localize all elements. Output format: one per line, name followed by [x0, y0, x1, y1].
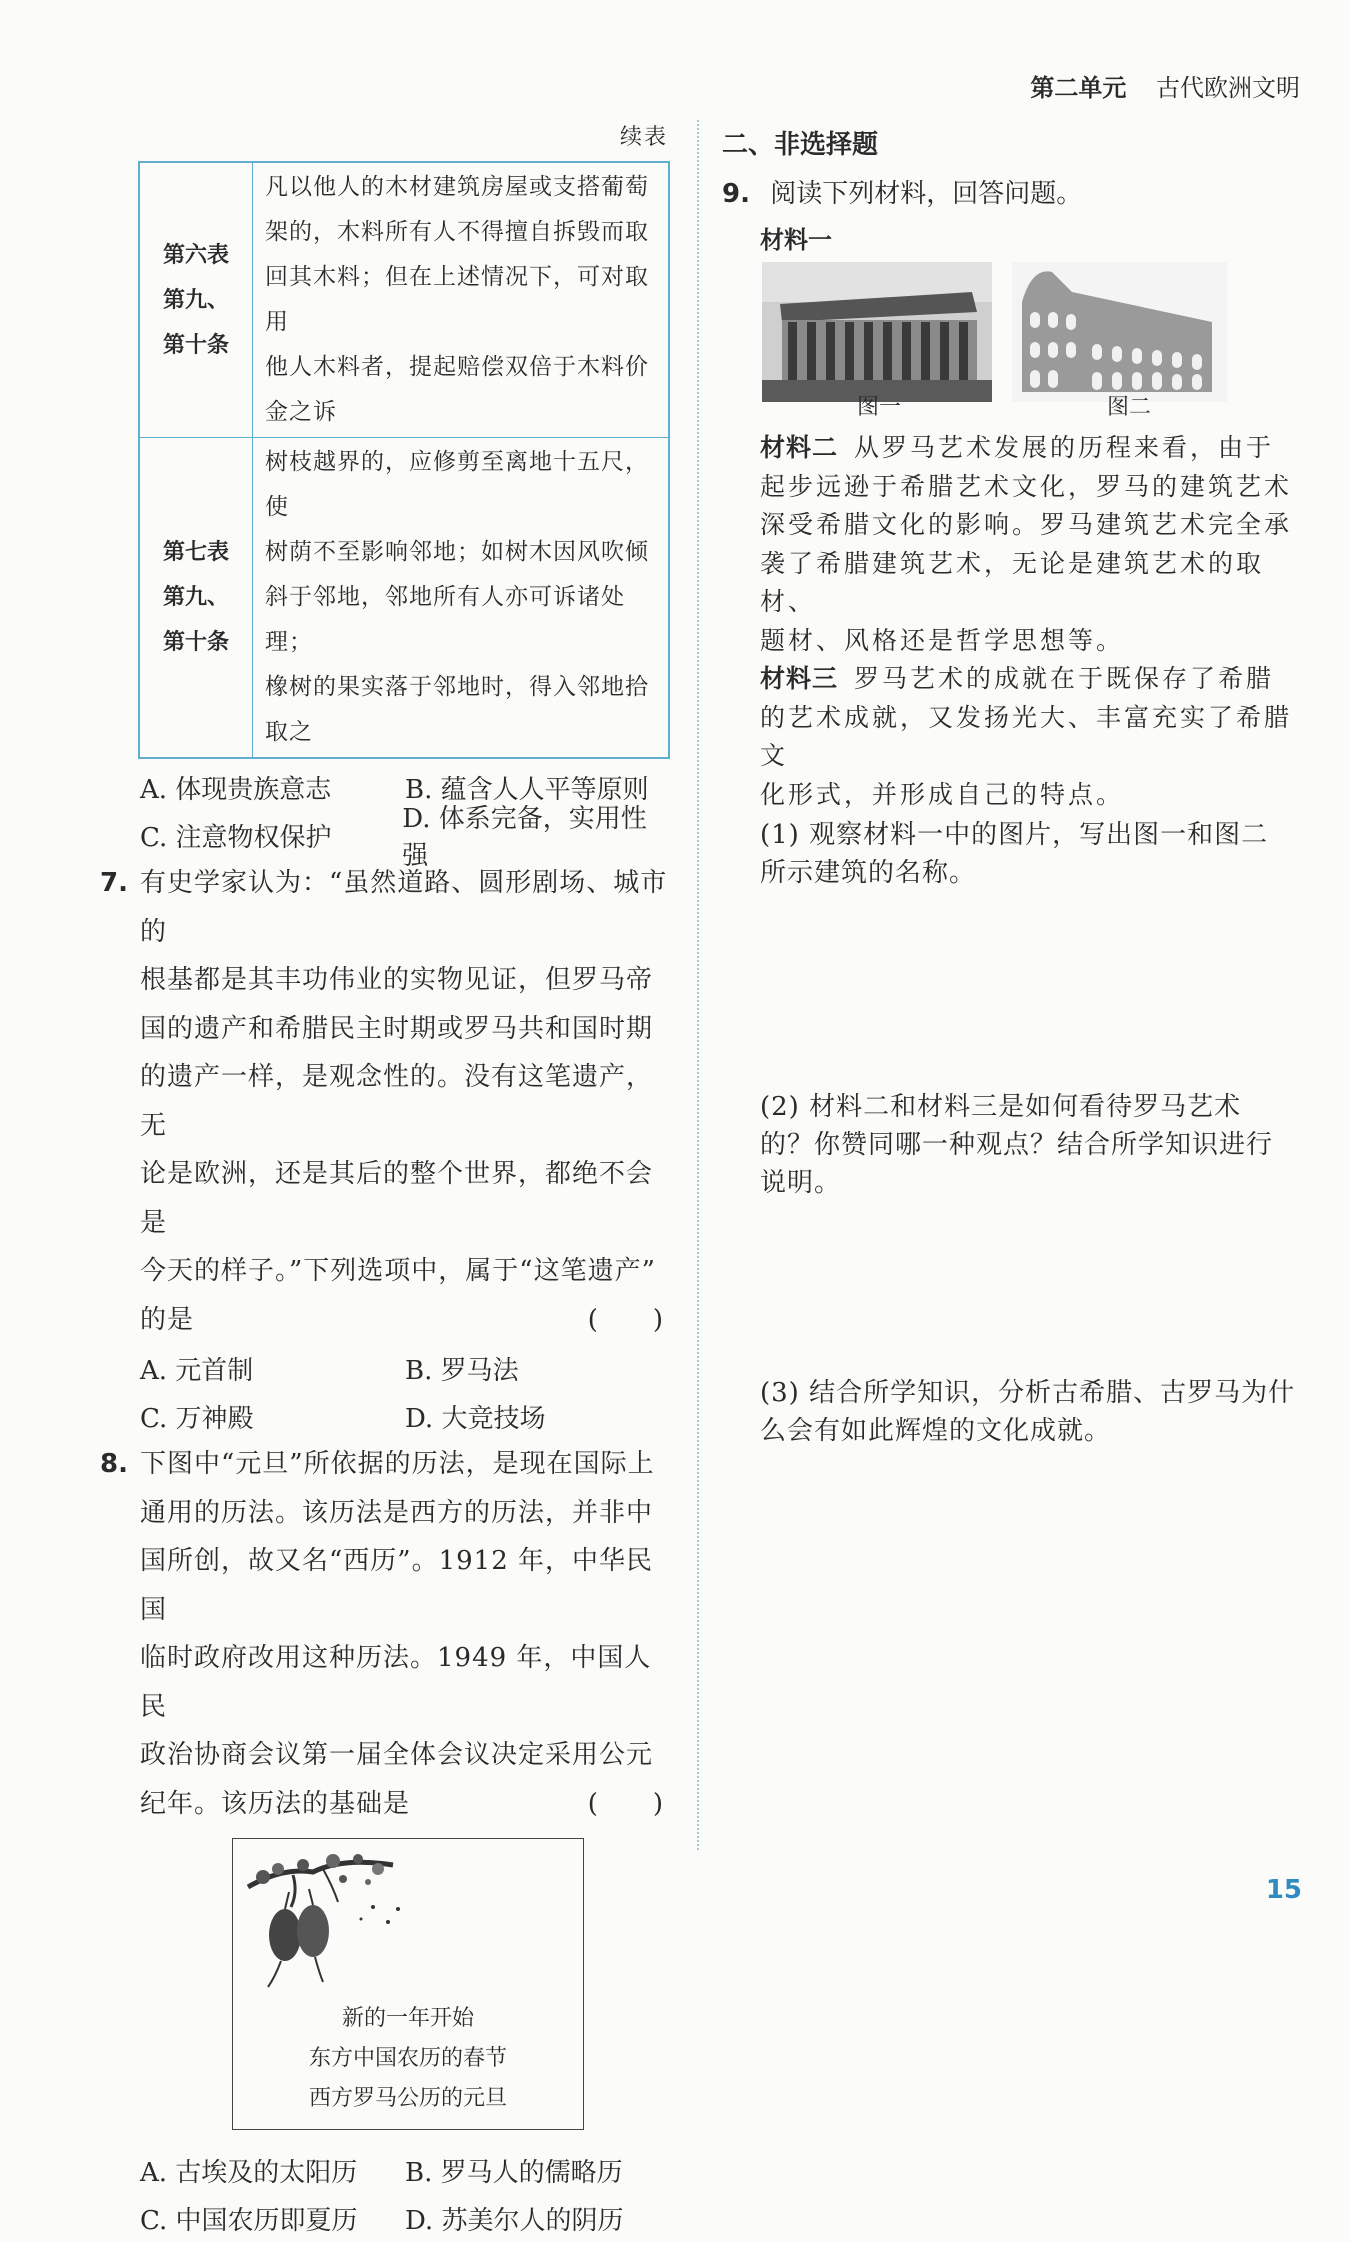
sub-question-line: 所示建筑的名称。: [760, 858, 977, 888]
question-number: 9.: [722, 179, 750, 209]
material2-text: 从罗马艺术发展的历程来看，由于: [854, 433, 1275, 462]
sub-question-1: [760, 816, 1302, 892]
option-b[interactable]: B. 蕴含人人平等原则: [405, 774, 649, 805]
q8-options: [140, 2146, 670, 2242]
law-name-line: 第十条: [162, 332, 229, 358]
question-stem: [140, 859, 670, 1344]
sub-question-line: (2) 材料二和材料三是如何看待罗马艺术: [760, 1092, 1242, 1122]
law-table: [138, 161, 670, 759]
option-row: [140, 1392, 670, 1440]
stem-line: 通用的历法。该历法是西方的历法，并非中: [140, 1497, 654, 1528]
question-7: [100, 859, 670, 1344]
option-c[interactable]: C. 万神殿: [140, 1403, 254, 1434]
material3-line: 化形式，并形成自己的特点。: [760, 779, 1125, 809]
stem-last-line: 纪年。该历法的基础是: [140, 1788, 411, 1819]
option-d[interactable]: D. 大竞技场: [405, 1403, 546, 1434]
question-stem: [140, 1440, 670, 1828]
stem-line: [140, 1780, 670, 1829]
illustration-line: 新的一年开始: [341, 2006, 474, 2031]
stem-line: 政治协商会议第一届全体会议决定采用公元: [140, 1740, 654, 1770]
law-text-line: 树荫不至影响邻地；如树木因风吹倾: [265, 539, 649, 565]
stem-line: 有史学家认为：“虽然道路、圆形剧场、城市的: [140, 868, 668, 947]
stem-line: 下图中“元旦”所依据的历法，是现在国际上: [140, 1449, 655, 1479]
unit-label: 第二单元: [1030, 74, 1127, 102]
page-number: 15: [1265, 1875, 1302, 1905]
option-a[interactable]: A. 古埃及的太阳历: [140, 2157, 358, 2188]
answer-blank[interactable]: ( ): [587, 1304, 664, 1335]
figure2-caption: 图二: [1107, 395, 1152, 420]
figure1-caption: 图一: [857, 395, 902, 420]
column-divider: [697, 120, 699, 1850]
option-row: [140, 1344, 670, 1392]
answer-space-1[interactable]: [722, 892, 1302, 1088]
sub-question-line: (1) 观察材料一中的图片，写出图一和图二: [760, 820, 1269, 850]
sub-question-3: [760, 1374, 1302, 1450]
table-row: [139, 438, 669, 759]
question-number: 8.: [100, 1449, 128, 1479]
option-row: [140, 2194, 670, 2242]
law-name-cell: [139, 438, 253, 759]
q6-options: [140, 763, 670, 871]
option-c[interactable]: C. 中国农历即夏历: [140, 2205, 358, 2236]
page-header: [1030, 68, 1300, 103]
material3-text: 罗马艺术的成就在于既保存了希腊: [854, 664, 1275, 693]
sub-question-line: 么会有如此辉煌的文化成就。: [760, 1416, 1112, 1446]
stem-line: [140, 1296, 670, 1345]
material2-line: 起步远逊于希腊艺术文化，罗马的建筑艺术: [760, 471, 1293, 501]
question-9-prompt: [722, 170, 1302, 218]
material2: [760, 429, 1302, 660]
option-d[interactable]: D. 体系完备，实用性强: [402, 804, 647, 871]
law-text-cell: [253, 438, 670, 759]
material3-line: [760, 660, 1302, 699]
sub-question-line: (3) 结合所学知识，分析古希腊、古罗马为什: [760, 1378, 1296, 1408]
q7-options: [140, 1344, 670, 1440]
option-row: [140, 2146, 670, 2194]
sub-question-2: [760, 1088, 1302, 1202]
answer-space-2[interactable]: [722, 1202, 1302, 1374]
material3-line: 的艺术成就，又发扬光大、丰富充实了希腊文: [760, 702, 1293, 770]
option-a[interactable]: A. 体现贵族意志: [140, 774, 332, 805]
law-text-line: 凡以他人的木材建筑房屋或支搭葡萄: [265, 174, 649, 200]
lantern-branch-icon: [243, 1847, 413, 1997]
stem-line: 国的遗产和希腊民主时期或罗马共和国时期: [140, 1013, 654, 1044]
option-c[interactable]: C. 注意物权保护: [140, 822, 332, 853]
stem-last-line: 的是: [140, 1304, 195, 1335]
material3-label: 材料三: [760, 664, 839, 693]
continued-label: 续表: [619, 125, 668, 150]
new-year-illustration: [232, 1838, 584, 2130]
table-row: [139, 162, 669, 438]
law-text-line: 树枝越界的，应修剪至离地十五尺，使: [265, 449, 649, 520]
option-d[interactable]: D. 苏美尔人的阴历: [405, 2205, 624, 2236]
law-text-line: 取之: [265, 719, 313, 745]
colosseum-image: [1012, 262, 1227, 402]
material2-line: 深受希腊文化的影响。罗马建筑艺术完全承: [760, 510, 1293, 539]
stem-line: 今天的样子。”下列选项中，属于“这笔遗产”: [140, 1256, 656, 1286]
stem-line: 根基都是其丰功伟业的实物见证，但罗马帝: [140, 965, 654, 995]
stem-line: 的遗产一样，是观念性的。没有这笔遗产，无: [140, 1062, 654, 1141]
question-8: [100, 1440, 670, 1828]
sub-question-line: 的？你赞同哪一种观点？结合所学知识进行: [760, 1130, 1274, 1160]
material2-line: [760, 429, 1302, 468]
stem-line: 临时政府改用这种历法。1949 年，中国人民: [140, 1643, 652, 1722]
material3: [760, 660, 1302, 814]
law-name-line: 第九、: [162, 585, 229, 610]
stem-line: 国所创，故又名“西历”。1912 年，中华民国: [140, 1546, 654, 1625]
law-text-line: 橡树的果实落于邻地时，得入邻地拾: [265, 674, 649, 700]
law-text-line: 回其木料；但在上述情况下，可对取用: [265, 264, 649, 335]
law-text-line: 他人木料者，提起赔偿双倍于木料价: [265, 354, 649, 380]
law-text-line: 架的，木料所有人不得擅自拆毁而取: [265, 219, 649, 245]
law-text-cell: [253, 162, 670, 438]
material2-label: 材料二: [760, 433, 839, 462]
option-row: [140, 804, 670, 871]
law-text-line: 斜于邻地，邻地所有人亦可诉诸处理；: [265, 584, 625, 655]
sub-question-line: 说明。: [760, 1168, 842, 1198]
answer-blank[interactable]: ( ): [587, 1788, 664, 1819]
question-number: 7.: [100, 868, 128, 898]
material2-line: 题材、风格还是哲学思想等。: [760, 625, 1125, 655]
law-name-line: 第七表: [162, 540, 229, 565]
option-a[interactable]: A. 元首制: [140, 1355, 254, 1386]
option-b[interactable]: B. 罗马人的儒略历: [405, 2157, 623, 2188]
parthenon-image: [762, 262, 992, 402]
stem-line: 论是欧洲，还是其后的整个世界，都绝不会是: [140, 1159, 654, 1238]
illustration-text: [233, 1999, 583, 2119]
law-name-line: 第九、: [162, 287, 229, 313]
option-b[interactable]: B. 罗马法: [405, 1355, 519, 1386]
law-name-line: 第十条: [162, 630, 229, 655]
unit-title: 古代欧洲文明: [1156, 74, 1300, 102]
question-text: 阅读下列材料，回答问题。: [770, 179, 1083, 209]
left-column: [100, 120, 670, 2242]
illustration-line: 东方中国农历的春节: [308, 2046, 507, 2071]
law-name-cell: [139, 162, 253, 438]
law-text-line: 金之诉: [265, 399, 337, 425]
right-column: [722, 120, 1302, 1650]
material2-line: 袭了希腊建筑艺术，无论是建筑艺术的取材、: [760, 548, 1265, 616]
answer-space-3[interactable]: [722, 1450, 1302, 1650]
law-name-line: 第六表: [162, 242, 229, 268]
material1-label: 材料一: [760, 226, 832, 254]
material1-photos: [762, 262, 1302, 420]
section-title: 二、非选择题: [722, 130, 879, 160]
illustration-line: 西方罗马公历的元旦: [308, 2086, 507, 2111]
